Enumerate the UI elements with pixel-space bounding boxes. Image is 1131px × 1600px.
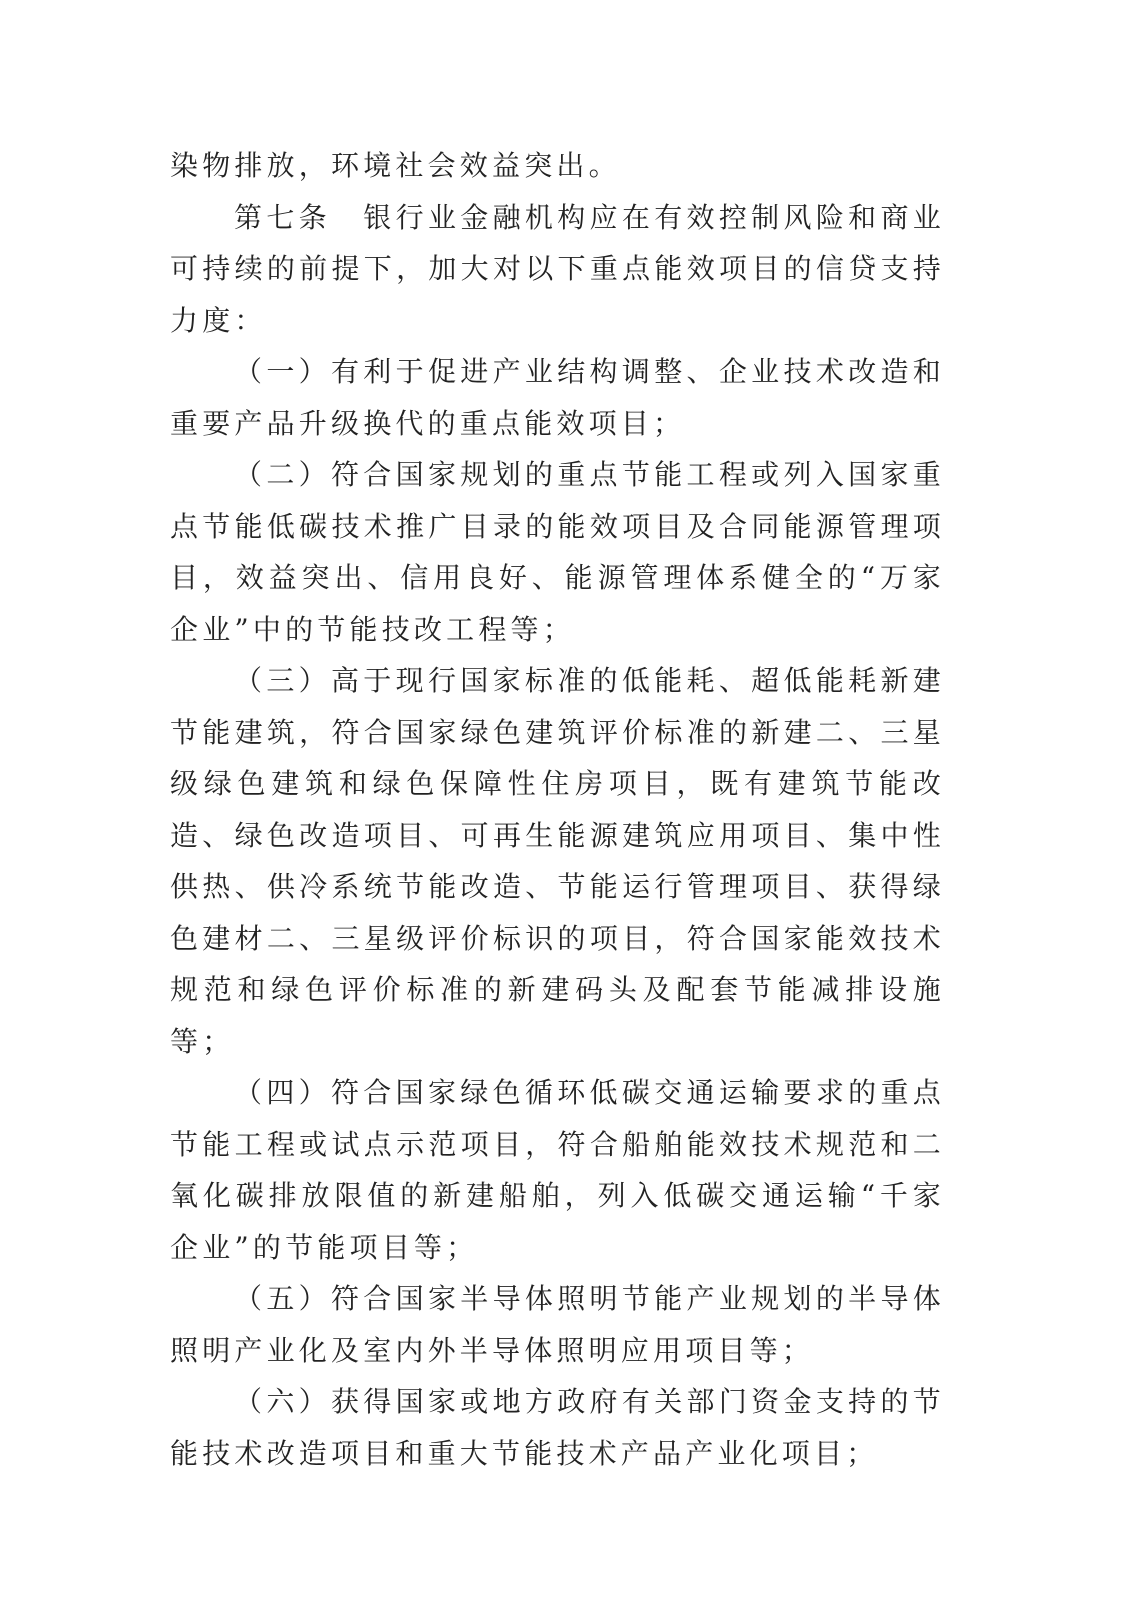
paragraph-article-7: 第七条 银行业金融机构应在有效控制风险和商业可持续的前提下，加大对以下重点能效项目的信贷支持力度： xyxy=(170,200,945,337)
document-body xyxy=(170,140,945,1479)
paragraph-item-5: （五）符合国家半导体照明节能产业规划的半导体照明产业化及室内外半导体照明应用项目等； xyxy=(170,1282,945,1367)
paragraph-item-1: （一）有利于促进产业结构调整、企业技术改造和重要产品升级换代的重点能效项目； xyxy=(170,355,945,440)
paragraph-item-4: （四）符合国家绿色循环低碳交通运输要求的重点节能工程或试点示范项目，符合船舶能效技术规范和二氧化碳排放限值的新建船舶，列入低碳交通运输“千家企业”的节能项目等； xyxy=(170,1076,945,1264)
paragraph-item-3: （三）高于现行国家标准的低能耗、超低能耗新建节能建筑，符合国家绿色建筑评价标准的新建二、三星级绿色建筑和绿色保障性住房项目，既有建筑节能改造、绿色改造项目、可再生能源建筑应用项目、集中性供热、供冷系统节能改造、节能运行管理项目、获得绿色建材二、三星级评价标识的项目，符合国家能效技术规范和绿色评价标准的新建码头及配套节能减排设施等； xyxy=(170,664,945,1058)
paragraph-continuation: 染物排放，环境社会效益突出。 xyxy=(170,149,621,182)
paragraph-item-2: （二）符合国家规划的重点节能工程或列入国家重点节能低碳技术推广目录的能效项目及合同能源管理项目，效益突出、信用良好、能源管理体系健全的“万家企业”中的节能技改工程等； xyxy=(170,458,945,646)
paragraph-item-6: （六）获得国家或地方政府有关部门资金支持的节能技术改造项目和重大节能技术产品产业化项目； xyxy=(170,1385,945,1470)
